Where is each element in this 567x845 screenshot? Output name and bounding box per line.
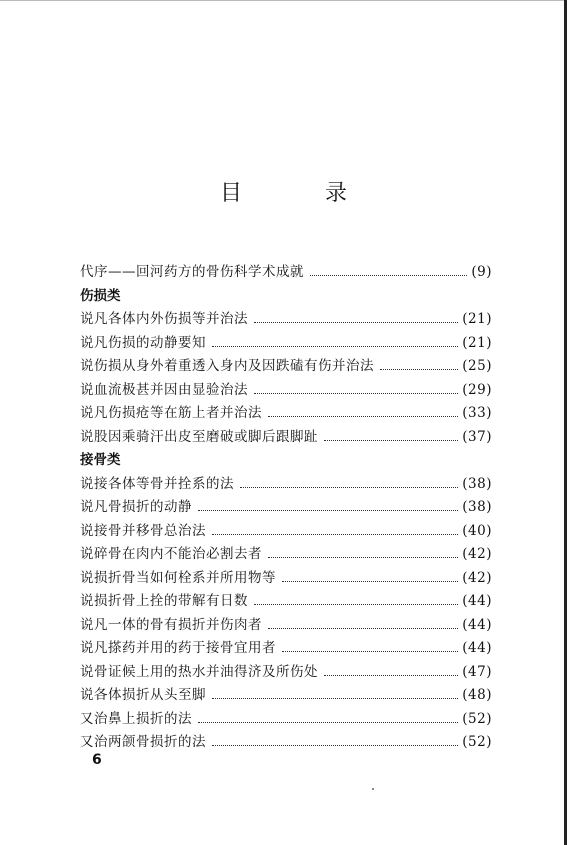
toc-entry <box>80 660 492 684</box>
toc-entry-page: (9) <box>471 264 492 280</box>
toc-entry-page: (42) <box>462 569 492 586</box>
toc-dot-leader <box>282 651 458 652</box>
toc-entry-title: 说凡伤损疮等在筋上者并治法 <box>80 405 262 421</box>
toc-entry-page: (47) <box>462 663 492 680</box>
toc-entry-title: 说凡伤损的动静要知 <box>80 334 206 351</box>
toc-entry-page: (21) <box>462 334 492 351</box>
toc-entry-page: (52) <box>462 710 492 727</box>
toc-entry-page: (44) <box>462 593 492 609</box>
toc-entry <box>80 307 492 331</box>
toc-entry <box>80 260 492 284</box>
toc-entry <box>80 331 492 355</box>
toc-entry <box>80 354 492 378</box>
toc-entry-page: (25) <box>462 358 492 374</box>
toc-entry-title: 说骨证候上用的热水并油得济及所伤处 <box>80 663 318 680</box>
toc-entry-title: 说接各体等骨并拴系的法 <box>80 475 234 492</box>
toc-entry-title: 又治鼻上损折的法 <box>80 710 192 727</box>
toc-entry <box>80 542 492 566</box>
scan-speck <box>372 788 374 790</box>
toc-entry-title: 说损折骨当如何栓系并所用物等 <box>80 569 276 586</box>
toc-entry <box>80 425 492 449</box>
toc-entry-title: 说接骨并移骨总治法 <box>80 522 206 539</box>
toc-dot-leader <box>254 393 458 394</box>
toc-entry <box>80 730 492 754</box>
toc-entry-page: (44) <box>462 616 492 633</box>
toc-dot-leader <box>198 722 458 723</box>
toc-entry <box>80 707 492 731</box>
toc-dot-leader <box>324 440 458 441</box>
toc-dot-leader <box>254 604 458 605</box>
toc-entry-title: 说凡各体内外伤损等并治法 <box>80 311 248 327</box>
toc-dot-leader <box>198 510 458 511</box>
toc-entry-title: 又治两颌骨损折的法 <box>80 734 206 750</box>
toc-dot-leader <box>212 534 458 535</box>
page-number: 6 <box>92 752 102 768</box>
toc-entry <box>80 683 492 707</box>
toc-entry-title: 说碎骨在肉内不能治必割去者 <box>80 546 262 562</box>
toc-dot-leader <box>240 487 458 488</box>
toc-entry <box>80 613 492 637</box>
toc-entry <box>80 472 492 496</box>
toc-entry-page: (42) <box>462 546 492 562</box>
toc-entry <box>80 519 492 543</box>
toc-entry-title: 代序——回河药方的骨伤科学术成就 <box>80 264 304 280</box>
toc-dot-leader <box>212 346 458 347</box>
toc-entry <box>80 636 492 660</box>
toc-entry-page: (52) <box>462 734 492 750</box>
toc-entry-page: (44) <box>462 640 492 656</box>
toc-dot-leader <box>380 369 458 370</box>
toc-section-heading: 伤损类 <box>80 287 121 304</box>
toc-entry-title: 说股因乘骑汗出皮至磨破或脚后跟脚趾 <box>80 428 318 445</box>
toc-dot-leader <box>268 557 458 558</box>
toc-entry <box>80 401 492 425</box>
toc-entry-title: 说各体损折从头至脚 <box>80 687 206 703</box>
toc-entry <box>80 495 492 519</box>
toc-dot-leader <box>268 416 458 417</box>
toc-entry <box>80 566 492 590</box>
toc-section-heading: 接骨类 <box>80 452 121 468</box>
toc-dot-leader <box>324 675 458 676</box>
page-top-edge <box>0 0 567 1</box>
toc-entry-page: (29) <box>462 381 492 398</box>
toc-entry-page: (21) <box>462 311 492 327</box>
toc-entry-page: (40) <box>462 522 492 539</box>
toc-entry-title: 说伤损从身外着重透入身内及因跌磕有伤并治法 <box>80 358 374 374</box>
toc-dot-leader <box>212 745 458 746</box>
toc-dot-leader <box>310 275 467 276</box>
page-title: 目 录 <box>220 181 385 206</box>
toc-entry-title: 说凡一体的骨有损折并伤肉者 <box>80 616 262 633</box>
toc-dot-leader <box>282 581 458 582</box>
toc-dot-leader <box>268 628 458 629</box>
toc-entry-title: 说凡骨损折的动静 <box>80 499 192 515</box>
toc-entry <box>80 589 492 613</box>
toc-entry-page: (48) <box>462 687 492 703</box>
toc-dot-leader <box>254 322 458 323</box>
toc-entry-page: (33) <box>462 405 492 421</box>
table-of-contents <box>80 260 492 754</box>
toc-entry <box>80 378 492 402</box>
toc-entry-title: 说凡搽药并用的药于接骨宜用者 <box>80 640 276 656</box>
toc-entry-page: (38) <box>462 499 492 515</box>
toc-entry-title: 说损折骨上拴的带解有日数 <box>80 593 248 609</box>
toc-entry-page: (37) <box>462 428 492 445</box>
toc-entry-title: 说血流极甚并因由显验治法 <box>80 381 248 398</box>
toc-entry-page: (38) <box>462 475 492 492</box>
toc-dot-leader <box>212 698 458 699</box>
